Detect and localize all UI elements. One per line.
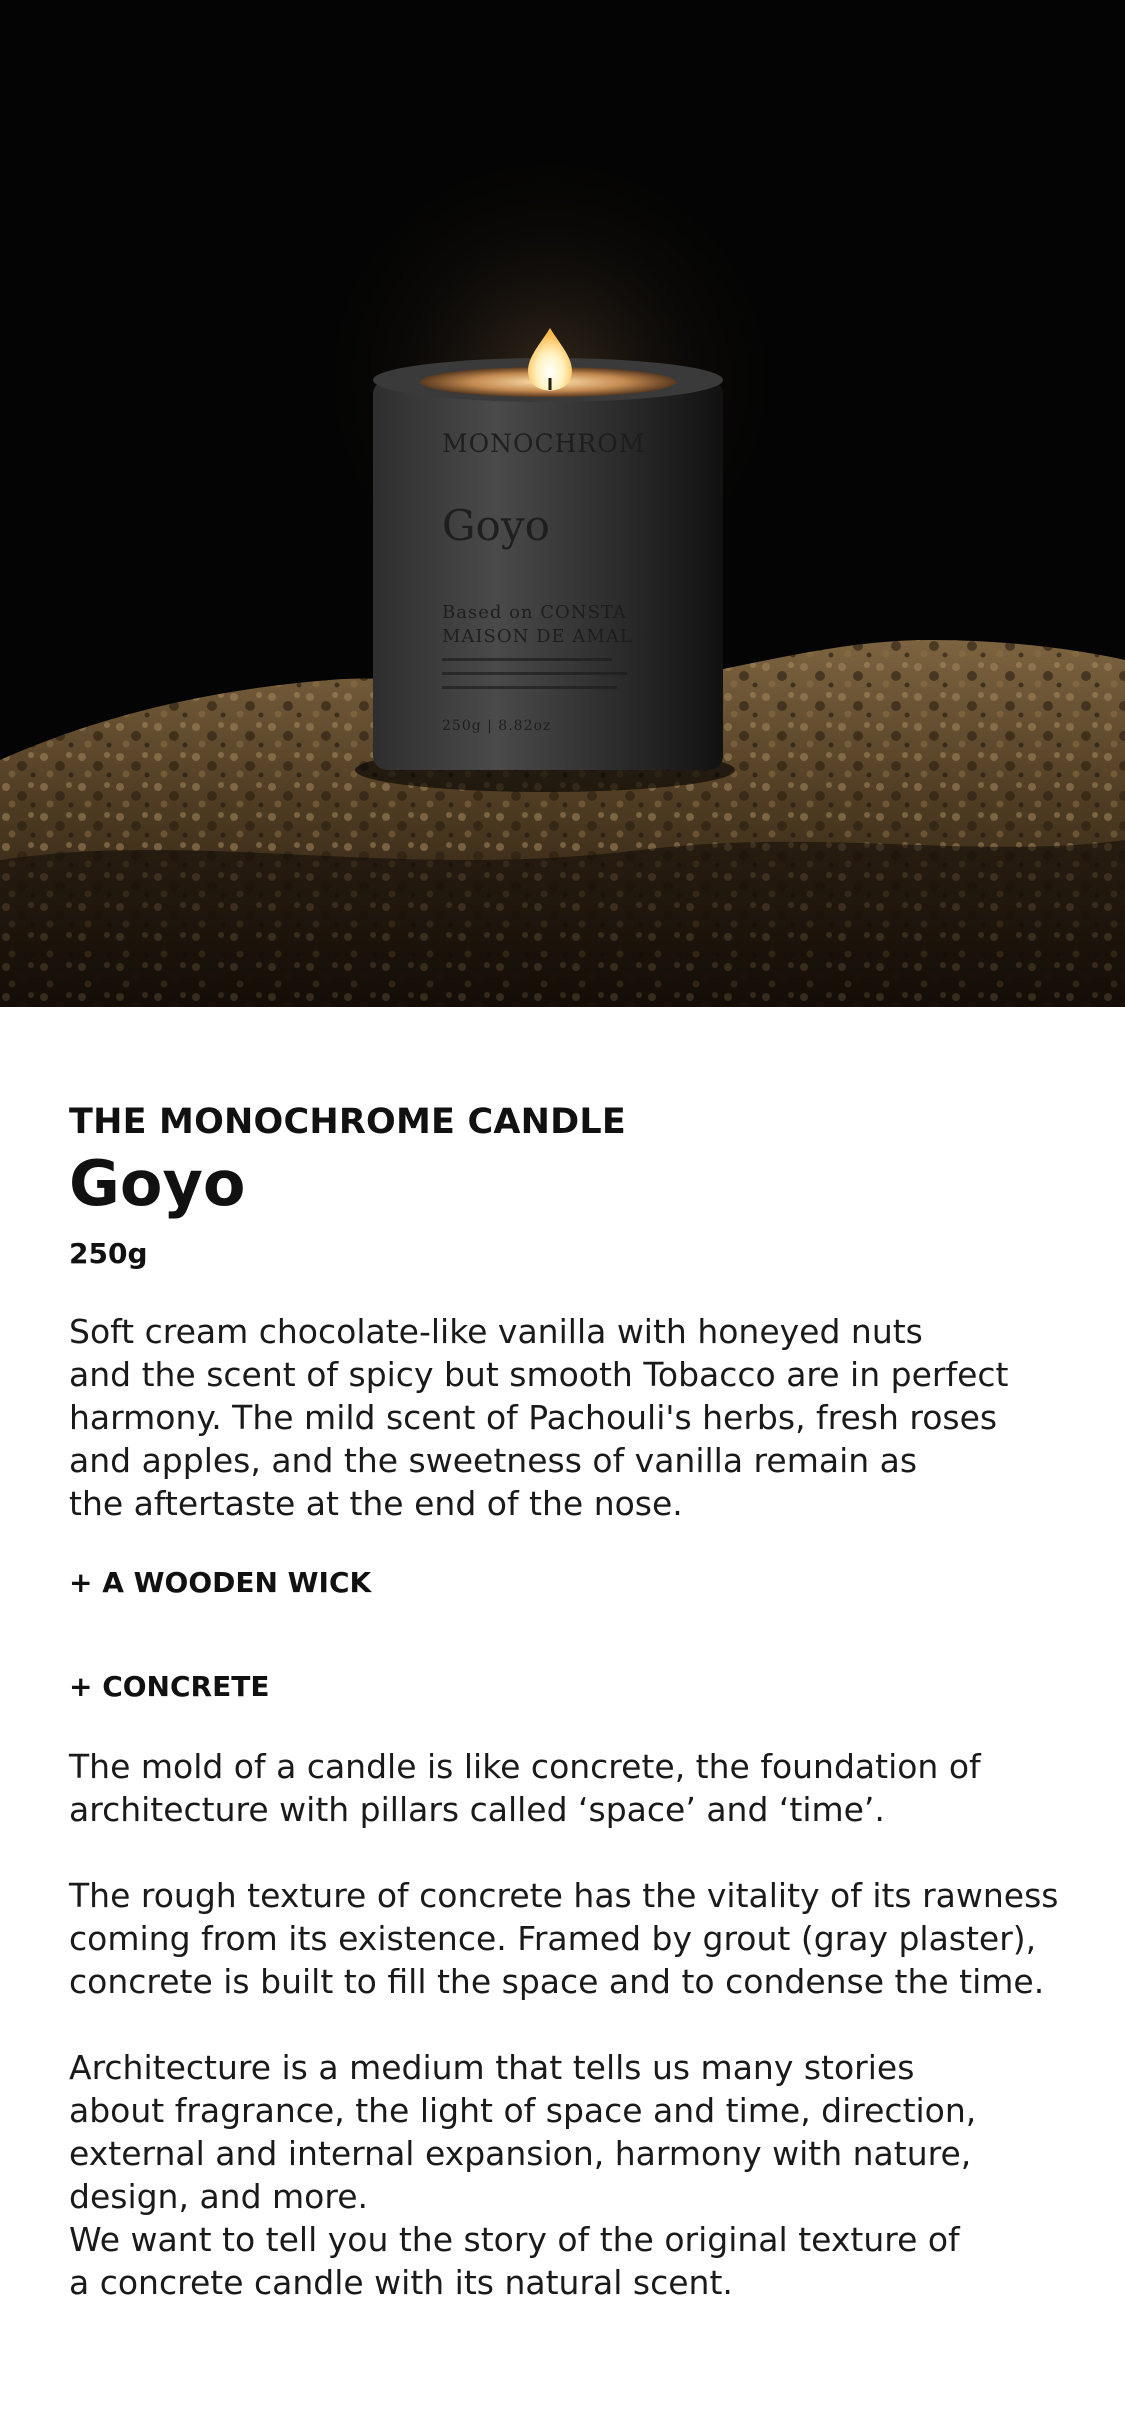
product-description: Soft cream chocolate-like vanilla with honeyed nuts and the scent of spicy but smooth Tobacco are in perfect harmony. The mild scent of Pachouli's herbs, fresh roses and apples, and the sweetness of vanilla remain as the aftertaste at the end of the nose.: [69, 1312, 1009, 1523]
product-title: Goyo: [69, 1147, 246, 1220]
story-paragraph-2: The rough texture of concrete has the vitality of its rawness coming from its existence. Framed by grout (gray plaster), concrete is built to fill the space and to condense the time.: [69, 1876, 1059, 2001]
product-brand: THE MONOCHROME CANDLE: [69, 1102, 627, 1142]
feature-wooden-wick: + A WOODEN WICK: [69, 1566, 372, 1599]
candle-on-rock-image: [0, 0, 1125, 1007]
feature-concrete: + CONCRETE: [69, 1670, 270, 1703]
candle-label-line1: Based on CONSTA: [442, 602, 627, 623]
story-paragraph-1: The mold of a candle is like concrete, the foundation of architecture with pillars called ‘space’ and ‘time’.: [69, 1747, 981, 1829]
product-details: [69, 1100, 1069, 2304]
hero-product-photo: [0, 0, 1125, 1007]
product-weight: 250g: [69, 1237, 148, 1270]
candle-label-weight: 250g | 8.82oz: [442, 718, 552, 734]
candle-label-name: Goyo: [442, 501, 550, 550]
candle-label-brand: MONOCHROM: [442, 429, 646, 458]
candle-label-line2: MAISON DE AMAL: [442, 626, 633, 647]
story-paragraph-3: Architecture is a medium that tells us many stories about fragrance, the light of space and time, direction, external and internal expansion, harmony with nature, design, and more. We want to tell you the story of the original texture of a concrete candle with its natural scent.: [69, 2048, 977, 2302]
